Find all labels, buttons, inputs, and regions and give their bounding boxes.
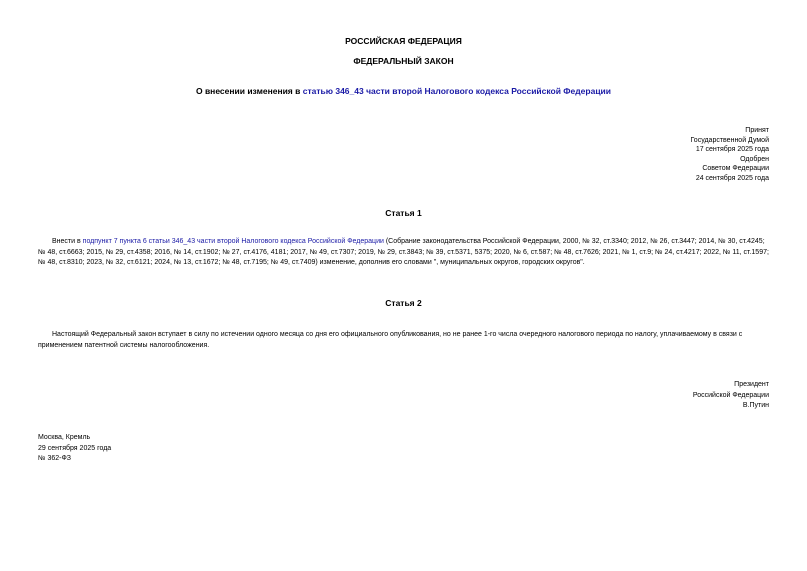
article-1-title: Статья 1 bbox=[385, 208, 422, 218]
federation-heading: РОССИЙСКАЯ ФЕДЕРАЦИЯ bbox=[345, 36, 462, 46]
article-1-prefix: Внести в bbox=[52, 238, 83, 245]
article-2-body: Настоящий Федеральный закон вступает в силу по истечении одного месяца со дня его официального опубликования, но не ранее 1-го числа очередного налогового периода по налогу, уплачиваемому в связи с применением патентной системы налогообложения. bbox=[38, 331, 743, 349]
article-2-text bbox=[38, 330, 769, 351]
article-1-body: (Собрание законодательства Российской Федерации, 2000, № 32, ст.3340; 2012, № 26, ст.3447; 2014, № 30, ст.4245; № 48, ст.6663; 2015, № 29, ст.4358; 2016, № 14, ст.1902; № 27, ст.4176, 4181; 2017, № 49, ст.7307; 2019, № 29, ст.3843; № 39, ст.5371, 5375; 2020, № 6, ст.587; № 48, ст.7626; 2021, № 1, ст.9; № 24, ст.4217; 2022, № 11, ст.1597; № 48, ст.8310; 2023, № 32, ст.6121; 2024, № 13, ст.1672; № 48, ст.7195; № 49, ст.7409) изменение, дополнив его словами ", муниципальных округов, городских округов". bbox=[38, 238, 769, 266]
law-title-link[interactable]: статью 346_43 части второй Налогового кодекса Российской Федерации bbox=[302, 86, 611, 96]
signature-title: Президент bbox=[734, 381, 769, 388]
signature-block bbox=[693, 380, 769, 412]
article-2-title: Статья 2 bbox=[385, 298, 422, 308]
approval-line: Одобрен bbox=[740, 155, 769, 163]
place-block bbox=[38, 433, 111, 465]
signing-date: 29 сентября 2025 года bbox=[38, 444, 112, 452]
law-number: № 362-ФЗ bbox=[38, 455, 72, 462]
adoption-date: 17 сентября 2025 года bbox=[695, 146, 769, 154]
article-1-link[interactable]: подпункт 7 пункта 6 статьи 346_43 части второй Налогового кодекса Российской Федерации bbox=[82, 238, 384, 245]
signing-place: Москва, Кремль bbox=[38, 434, 91, 441]
law-title-prefix: О внесении изменения в bbox=[195, 86, 303, 96]
adoption-line: Государственной Думой bbox=[690, 136, 769, 144]
article-1-text bbox=[38, 237, 769, 269]
approval-line: Советом Федерации bbox=[702, 165, 769, 173]
adoption-block bbox=[690, 126, 769, 184]
adoption-line: Принят bbox=[745, 127, 769, 134]
approval-date: 24 сентября 2025 года bbox=[695, 174, 769, 182]
signature-name: В.Путин bbox=[742, 402, 769, 409]
signature-country: Российской Федерации bbox=[692, 391, 769, 399]
law-title bbox=[0, 86, 807, 96]
law-type-heading: ФЕДЕРАЛЬНЫЙ ЗАКОН bbox=[353, 56, 454, 66]
